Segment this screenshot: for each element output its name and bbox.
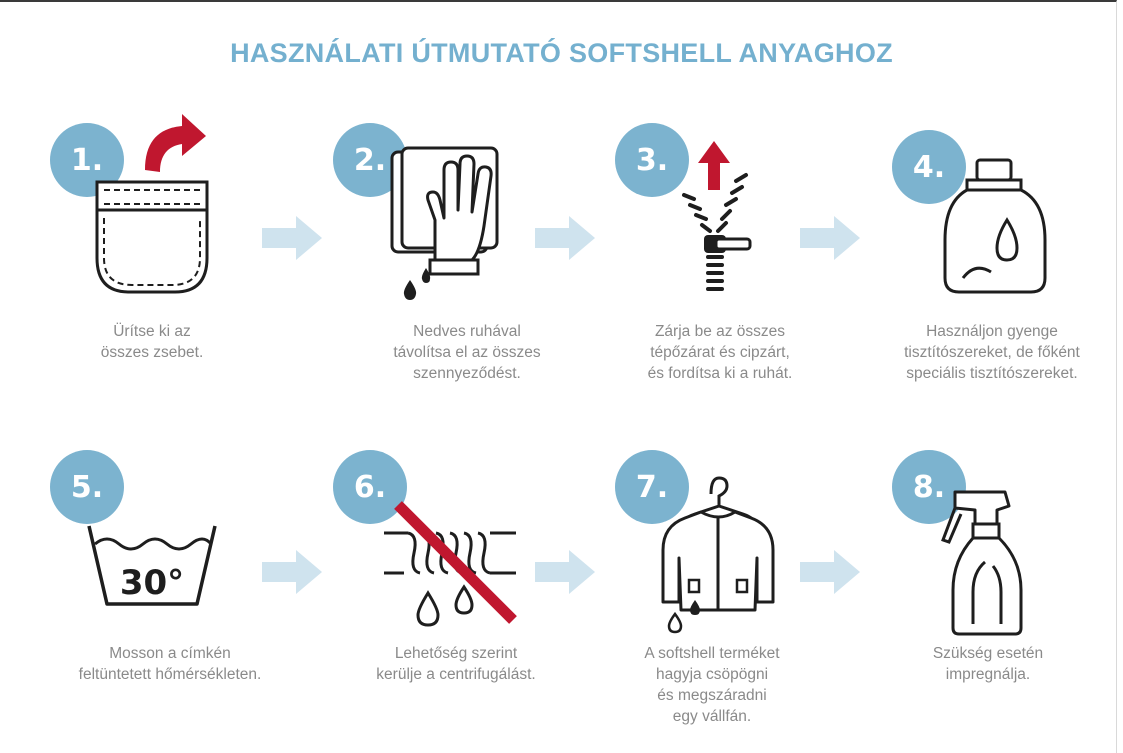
arrow-right-icon [262, 216, 322, 260]
step-3-badge: 3. [615, 123, 689, 197]
arrow-right-icon [535, 216, 595, 260]
step-3-caption: Zárja be az összes tépőzárat és cipzárt, és fordítsa ki a ruhát. [647, 323, 793, 382]
arrow-right-icon [262, 550, 322, 594]
arrow-right-icon [800, 550, 860, 594]
arrow-right-icon [535, 550, 595, 594]
step-8-caption: Szükség esetén impregnálja. [932, 645, 1044, 683]
zipper-icon [670, 135, 760, 300]
wash-30-icon [85, 520, 220, 610]
spray-bottle-icon [935, 480, 1035, 640]
step-2-caption: Nedves ruhával távolítsa el az összes szennyeződést. [393, 323, 541, 382]
pocket-icon [90, 100, 220, 300]
page-title: HASZNÁLATI ÚTMUTATÓ SOFTSHELL ANYAGHOZ [230, 38, 893, 68]
step-2-badge: 2. [333, 123, 407, 197]
step-6-caption: Lehetőség szerint kerülje a centrifugálást. [376, 645, 536, 683]
detergent-bottle-icon [935, 150, 1055, 300]
arrow-right-icon [800, 216, 860, 260]
step-8-badge: 8. [892, 450, 966, 524]
hanger-jacket-icon [655, 470, 780, 640]
wash-temperature: 30° [119, 563, 185, 603]
step-7-caption: A softshell terméket hagyja csöpögni és megszáradni egy vállfán. [644, 645, 780, 725]
step-7-badge: 7. [615, 450, 689, 524]
step-5-badge: 5. [50, 450, 124, 524]
step-4-badge: 4. [892, 130, 966, 204]
step-5-caption: Mosson a címkén feltüntetett hőmérsékleten. [78, 645, 262, 683]
step-1-caption: Ürítse ki az összes zsebet. [100, 323, 204, 361]
step-1-badge: 1. [50, 123, 124, 197]
no-spin-icon [378, 495, 523, 635]
step-4-caption: Használjon gyenge tisztítószereket, de főként speciális tisztítószereket. [904, 323, 1080, 382]
step-6-badge: 6. [333, 450, 407, 524]
wipe-cloth-icon [380, 140, 520, 310]
